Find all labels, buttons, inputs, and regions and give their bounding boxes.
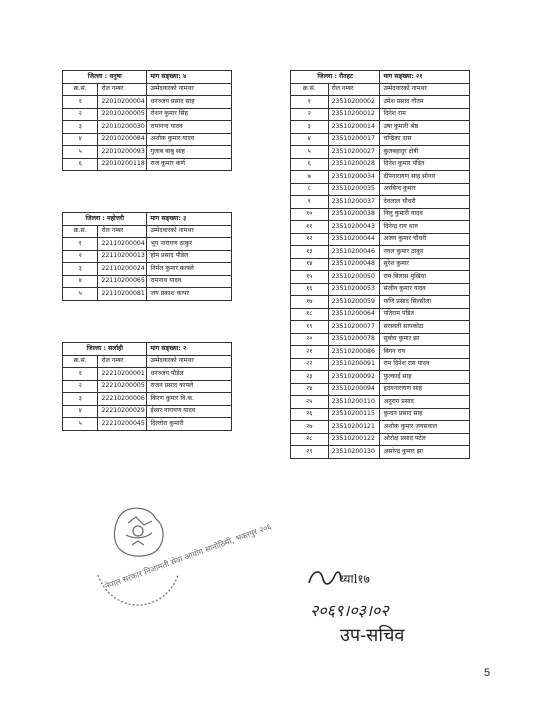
candidate-name-cell: हृदयनारायण साह [380,383,470,396]
roll-number-cell: 23510200038 [328,208,380,221]
seal-text: नेपाल सरकार निजामती सेवा आयोग सानोठिमी, भक्तपुर २०६ [103,522,273,591]
roll-number-cell: 23510200037 [328,196,380,209]
roll-number-cell: 22010200004 [98,96,147,109]
candidate-name-cell: फुल्काई साह [380,371,470,384]
roll-number-cell: 22210200001 [98,368,147,381]
serial-cell: १ [63,96,98,109]
table-row [291,183,470,196]
candidate-name-cell: अनुराग प्रसाद [380,396,470,409]
table-row [291,221,470,234]
serial-cell: २ [63,380,98,393]
serial-cell: ४ [63,275,98,288]
column-header-row [63,83,232,96]
district-header-row [63,71,232,84]
candidate-name-cell: राम बिलास मुखिया [380,271,470,284]
candidate-name-cell: देवलाल चौधरी [380,196,470,209]
signature-block [305,565,470,650]
serial-cell: ६ [291,158,329,171]
candidate-name-cell: दिनेश राम [380,108,470,121]
seal-emblem [92,505,273,645]
serial-cell: १६ [291,283,329,296]
table-row [63,133,232,146]
roll-number-cell: 23510200050 [328,271,380,284]
roll-number-cell: 23510200012 [328,108,380,121]
candidate-name-cell: निर्मल कुमार काफ्ले [147,263,232,276]
serial-cell: ७ [291,171,329,184]
government-seal [92,505,273,645]
roll-number-cell: 22010200093 [98,146,147,159]
candidate-name-cell: दीपनारायण साह सोनार [380,171,470,184]
serial-cell: १७ [291,296,329,309]
serial-cell: ११ [291,221,329,234]
roll-number-cell: 22110200065 [98,275,147,288]
table-row [63,250,232,263]
candidate-name-cell: बिगन राय [380,346,470,359]
table-row [63,121,232,134]
header-candidate-name: उम्मेदवारको नामथर [147,83,232,96]
serial-cell: १८ [291,308,329,321]
serial-cell: ९ [291,196,329,209]
roll-number-cell: 23510200048 [328,258,380,271]
roll-number-cell: 23510200014 [328,121,380,134]
serial-cell: २ [63,108,98,121]
candidate-name-cell: फणि प्रसाद सिल्सीला [380,296,470,309]
header-roll-number: रोल नम्बर [98,83,147,96]
serial-cell: ६ [63,158,98,171]
header-candidate-name: उम्मेदवारको नामथर [380,83,470,96]
serial-cell: २४ [291,383,329,396]
candidate-name-cell: पतिराम पंडित [380,308,470,321]
roll-number-cell: 23510200094 [328,383,380,396]
signature-designation: उप-सचिव [340,625,405,646]
serial-cell: २८ [291,433,329,446]
table-row [291,108,470,121]
serial-cell: ४ [63,405,98,418]
serial-cell: २९ [291,446,329,459]
header-serial: क्र.सं. [63,225,98,238]
candidate-name-cell: धनञ्जय पौडेल [147,368,232,381]
table-row [291,171,470,184]
roll-number-cell: 23510200044 [328,233,380,246]
roll-number-cell: 23510200086 [328,346,380,359]
candidate-name-cell: धनञ्जय प्रसाद साह [147,96,232,109]
table-row [63,108,232,121]
header-roll-number: रोल नम्बर [98,355,147,368]
roll-number-cell: 23510200053 [328,283,380,296]
candidate-name-cell: ईश्वर नारायण यादव [147,405,232,418]
serial-cell: १ [291,96,329,109]
district-name: जिल्ला : धनुषा [63,71,147,84]
table-row [291,421,470,434]
candidate-name-cell: कुन्दन प्रसाद साह [380,408,470,421]
candidate-name-cell: दिनेन्द्र राय थारु [380,221,470,234]
candidate-name-cell: रामनाथ यादव [147,275,232,288]
page-number: 5 [484,667,491,679]
roll-number-cell: 23510200092 [328,371,380,384]
table-row [291,121,470,134]
roll-number-cell: 23510200027 [328,146,380,159]
district-header-row [63,213,232,226]
roll-number-cell: 23510200091 [328,358,380,371]
table-row [291,346,470,359]
roll-number-cell: 23510200059 [328,296,380,309]
table-row [63,393,232,406]
candidate-name-cell: भुप नारायण ठाकुर [147,238,232,251]
demand-count: माग सङ्ख्या: २ [147,343,232,356]
serial-cell: २६ [291,408,329,421]
candidate-name-cell: सुरेश कुमार [380,258,470,271]
roll-number-cell: 23510200046 [328,246,380,259]
demand-count: माग सङ्ख्या: ४ [147,71,232,84]
candidate-name-cell: ओरोक्ष प्रसाद पटेल [380,433,470,446]
table-row [63,418,232,431]
roll-number-cell: 22210200006 [98,393,147,406]
serial-cell: १ [63,368,98,381]
table-row [63,158,232,171]
table-dhanusha [62,70,232,171]
serial-cell: ५ [63,288,98,301]
candidate-name-cell: दिनेश कुमार पंडित [380,158,470,171]
roll-number-cell: 23510200130 [328,446,380,459]
column-header-row [63,225,232,238]
table-row [291,246,470,259]
table-row [291,433,470,446]
table-row [291,196,470,209]
roll-number-cell: 23510200121 [328,421,380,434]
table-sarlahi [62,342,232,431]
candidate-name-cell: अरबिन्द कुमार [380,183,470,196]
candidate-name-cell: असरेन्द्र कुमार झा [380,446,470,459]
candidate-name-cell: राज कुमार कर्ण [147,158,232,171]
roll-number-cell: 22110200013 [98,250,147,263]
candidate-name-cell: उमेश प्रसाद गौतम [380,96,470,109]
candidate-name-cell: रामानन्द यादव [147,121,232,134]
candidate-name-cell: दिल्तोरा कुमारी [147,418,232,431]
table-row [291,258,470,271]
roll-number-cell: 23510200110 [328,396,380,409]
signature-date: २०६९।०३।०२ [310,601,389,620]
serial-cell: ३ [63,393,98,406]
roll-number-cell: 22110200024 [98,263,147,276]
table-row [63,238,232,251]
serial-cell: १९ [291,321,329,334]
serial-cell: १० [291,208,329,221]
serial-cell: ५ [63,146,98,159]
table-row [291,321,470,334]
table-row [291,96,470,109]
serial-cell: १२ [291,233,329,246]
district-name: जिल्ला : सर्लाही [63,343,147,356]
candidate-name-cell: नवल कुमार ठाकुर [380,246,470,259]
candidate-name-cell: निलु कुमारी यादव [380,208,470,221]
table-row [63,146,232,159]
serial-cell: २ [291,108,329,121]
candidate-name-cell: किरण कुमार वि.क. [147,393,232,406]
roll-number-cell: 23510200115 [328,408,380,421]
serial-cell: ४ [291,133,329,146]
header-candidate-name: उम्मेदवारको नामथर [147,225,232,238]
roll-number-cell: 22010200118 [98,158,147,171]
roll-number-cell: 23510200002 [328,96,380,109]
table-row [63,263,232,276]
column-header-row [63,355,232,368]
serial-cell: ३ [63,263,98,276]
candidate-name-cell: सुबोध कुमार झा [380,333,470,346]
table-row [291,333,470,346]
signature-initials: ध्याl१७ [339,572,370,586]
district-name: जिल्ला : रौतहट [291,71,380,84]
table-row [63,368,232,381]
roll-number-cell: 22210200029 [98,405,147,418]
table-mahottari [62,212,232,301]
table-row [291,133,470,146]
demand-count: माग सङ्ख्या: ३ [147,213,232,226]
candidate-name-cell: चन्द्रिका दास [380,133,470,146]
roll-number-cell: 23510200017 [328,133,380,146]
candidate-name-cell: अशोक कुमार यादव [147,133,232,146]
table-row [291,358,470,371]
candidate-name-cell: कुलबहादुर क्षेत्री [380,146,470,159]
table-row [63,275,232,288]
serial-cell: ३ [63,121,98,134]
serial-cell: ५ [63,418,98,431]
serial-cell: २२ [291,358,329,371]
candidate-name-cell: राम दिनेश राय यादव [380,358,470,371]
table-row [291,371,470,384]
table-row [291,308,470,321]
table-row [63,405,232,418]
table-row [291,208,470,221]
roll-number-cell: 22110200081 [98,288,147,301]
table-row [63,96,232,109]
serial-cell: २३ [291,371,329,384]
table-row [291,283,470,296]
serial-cell: २१ [291,346,329,359]
roll-number-cell: 23510200078 [328,333,380,346]
serial-cell: १ [63,238,98,251]
serial-cell: ५ [291,146,329,159]
candidate-name-cell: राजन प्रसाद काफ्ले [147,380,232,393]
candidate-name-cell: होम प्रसाद पौडेल [147,250,232,263]
serial-cell: ३ [291,121,329,134]
candidate-name-cell: अजय कुमार चौधरी [380,233,470,246]
district-header-row [291,71,470,84]
table-row [291,396,470,409]
candidate-name-cell: गुलाब बाबु साह [147,146,232,159]
serial-cell: १३ [291,246,329,259]
header-roll-number: रोल नम्बर [98,225,147,238]
serial-cell: १४ [291,258,329,271]
roll-number-cell: 22110200004 [98,238,147,251]
table-rautahat [290,70,470,459]
candidate-name-cell: सरस्वती सापकोटा [380,321,470,334]
roll-number-cell: 23510200122 [328,433,380,446]
header-serial: क्र.सं. [63,83,98,96]
roll-number-cell: 23510200077 [328,321,380,334]
serial-cell: ४ [63,133,98,146]
roll-number-cell: 23510200028 [328,158,380,171]
table-row [291,408,470,421]
candidate-name-cell: संजीव कुमार यादव [380,283,470,296]
table-row [63,288,232,301]
roll-number-cell: 22210200005 [98,380,147,393]
roll-number-cell: 22010200030 [98,121,147,134]
header-candidate-name: उम्मेदवारको नामथर [147,355,232,368]
serial-cell: २५ [291,396,329,409]
candidate-name-cell: उषा कुमारी श्रेष्ठ [380,121,470,134]
roll-number-cell: 23510200035 [328,183,380,196]
roll-number-cell: 23510200043 [328,221,380,234]
candidate-name-cell: अशोक कुमार जयसवाल [380,421,470,434]
serial-cell: ८ [291,183,329,196]
roll-number-cell: 23510200034 [328,171,380,184]
table-row [291,271,470,284]
column-header-row [291,83,470,96]
table-row [291,146,470,159]
roll-number-cell: 22010200084 [98,133,147,146]
roll-number-cell: 23510200064 [328,308,380,321]
demand-count: माग सङ्ख्या: २१ [380,71,470,84]
table-row [291,158,470,171]
candidate-name-cell: रोशन कुमार सिंह [147,108,232,121]
table-row [291,296,470,309]
district-name: जिल्ला : महोत्तरी [63,213,147,226]
table-row [291,233,470,246]
serial-cell: २ [63,250,98,263]
table-row [291,446,470,459]
roll-number-cell: 22010200005 [98,108,147,121]
serial-cell: २० [291,333,329,346]
header-roll-number: रोल नम्बर [328,83,380,96]
district-header-row [63,343,232,356]
roll-number-cell: 22210200045 [98,418,147,431]
serial-cell: २७ [291,421,329,434]
table-row [63,380,232,393]
header-serial: क्र.सं. [291,83,329,96]
serial-cell: १५ [291,271,329,284]
header-serial: क्र.सं. [63,355,98,368]
candidate-name-cell: जय प्रकाश कापर [147,288,232,301]
table-row [291,383,470,396]
